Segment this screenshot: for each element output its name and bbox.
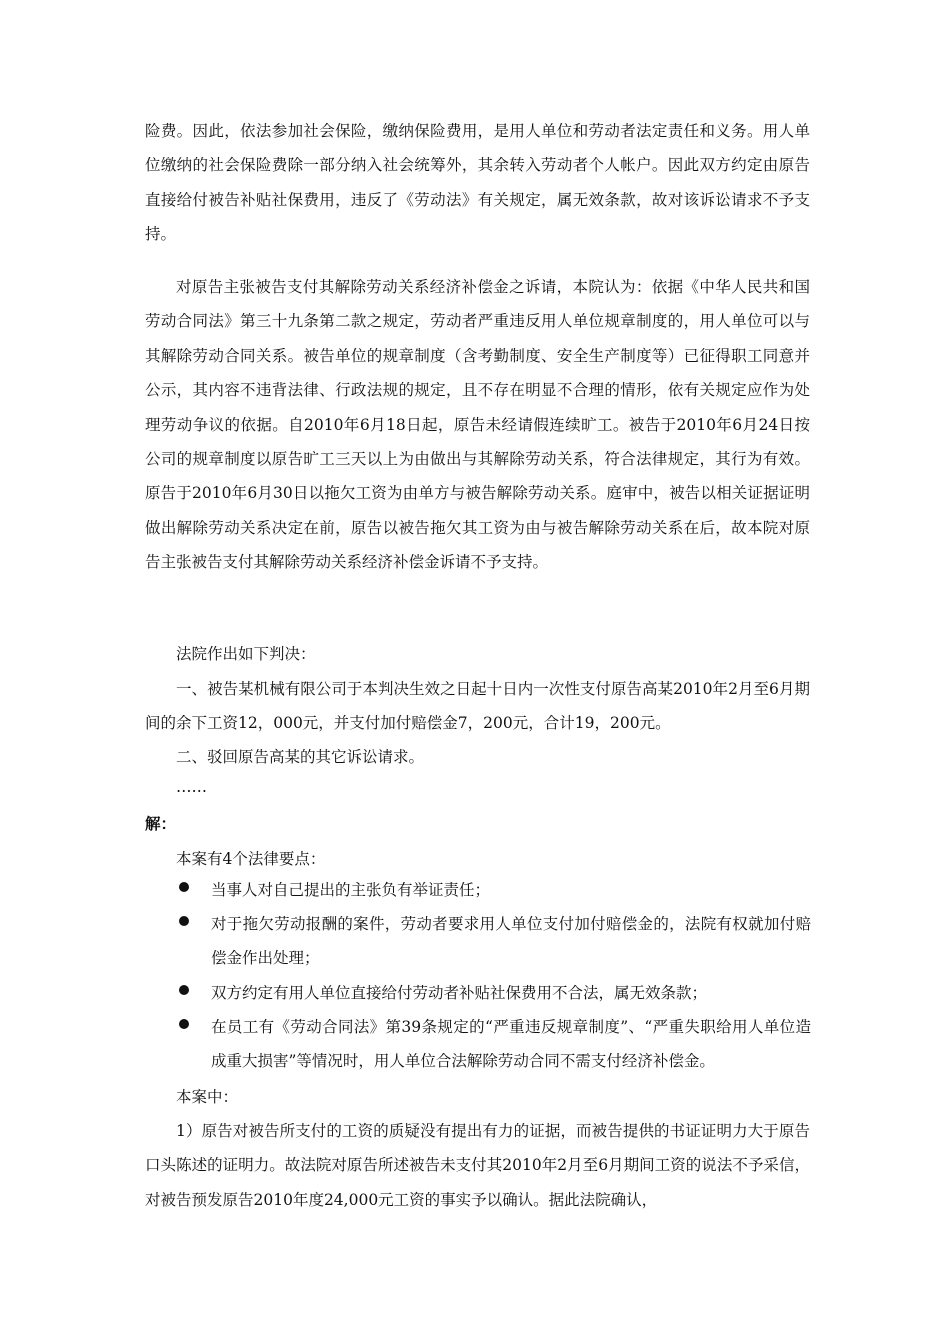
bullet-icon: [179, 916, 189, 926]
solution-heading: 解：: [145, 815, 177, 833]
paragraph-judgment-item-2: 二、驳回原告高某的其它诉讼请求。: [176, 748, 425, 766]
paragraph-case-point-1: 1）原告对被告所支付的工资的质疑没有提出有力的证据，而被告提供的书证证明力大于原告口头陈述的证明力。故法院对原告所述被告未支付其2010年2月至6月期间工资的说法不予采信，对被告预发原告2010年度24,000元工资的事实予以确认。据此法院确认，: [145, 1122, 810, 1209]
bullet-icon: [179, 882, 189, 892]
bullet-icon: [179, 985, 189, 995]
paragraph-judgment-intro: 法院作出如下判决：: [176, 645, 316, 663]
solution-intro: 本案有4个法律要点：: [176, 850, 326, 868]
paragraph-social-insurance: 险费。因此，依法参加社会保险，缴纳保险费用，是用人单位和劳动者法定责任和义务。用人单位缴纳的社会保险费除一部分纳入社会统筹外，其余转入劳动者个人帐户。因此双方约定由原告直接给付被告补贴社保费用，违反了《劳动法》有关规定，属无效条款，故对该诉讼请求不予支持。: [145, 122, 810, 244]
bullet-text: 在员工有《劳动合同法》第39条规定的“严重违反规章制度”、“严重失职给用人单位造成重大损害”等情况时，用人单位合法解除劳动合同不需支付经济补偿金。: [211, 1018, 811, 1071]
bullet-text: 双方约定有用人单位直接给付劳动者补贴社保费用不合法，属无效条款；: [211, 984, 708, 1002]
paragraph-compensation-ruling: 对原告主张被告支付其解除劳动关系经济补偿金之诉请，本院认为：依据《中华人民共和国劳动合同法》第三十九条第二款之规定，劳动者严重违反用人单位规章制度的，用人单位可以与其解除劳动合同关系。被告单位的规章制度（含考勤制度、安全生产制度等）已征得职工同意并公示，其内容不违背法律、行政法规的规定，且不存在明显不合理的情形，依有关规定应作为处理劳动争议的依据。自2010年6月18日起，原告未经请假连续旷工。被告于2010年6月24日按公司的规章制度以原告旷工三天以上为由做出与其解除劳动关系，符合法律规定，其行为有效。原告于2010年6月30日以拖欠工资为由单方与被告解除劳动关系。庭审中，被告以相关证据证明做出解除劳动关系决定在前，原告以被告拖欠其工资为由与被告解除劳动关系在后，故本院对原告主张被告支付其解除劳动关系经济补偿金诉请不予支持。: [145, 278, 810, 572]
bullet-text: 对于拖欠劳动报酬的案件，劳动者要求用人单位支付加付赔偿金的，法院有权就加付赔偿金作出处理；: [211, 915, 811, 968]
list-item: [145, 907, 810, 975]
list-item: [145, 1010, 810, 1078]
ellipsis: ……: [176, 778, 207, 796]
list-item: [145, 976, 810, 1010]
case-label: 本案中：: [176, 1088, 239, 1106]
bullet-icon: [179, 1019, 189, 1029]
paragraph-judgment-item-1: 一、被告某机械有限公司于本判决生效之日起十日内一次性支付原告高某2010年2月至6月期间的余下工资12，000元，并支付加付赔偿金7，200元，合计19，200元。: [145, 680, 810, 733]
list-item: [145, 873, 810, 907]
bullet-text: 当事人对自己提出的主张负有举证责任；: [211, 881, 491, 899]
